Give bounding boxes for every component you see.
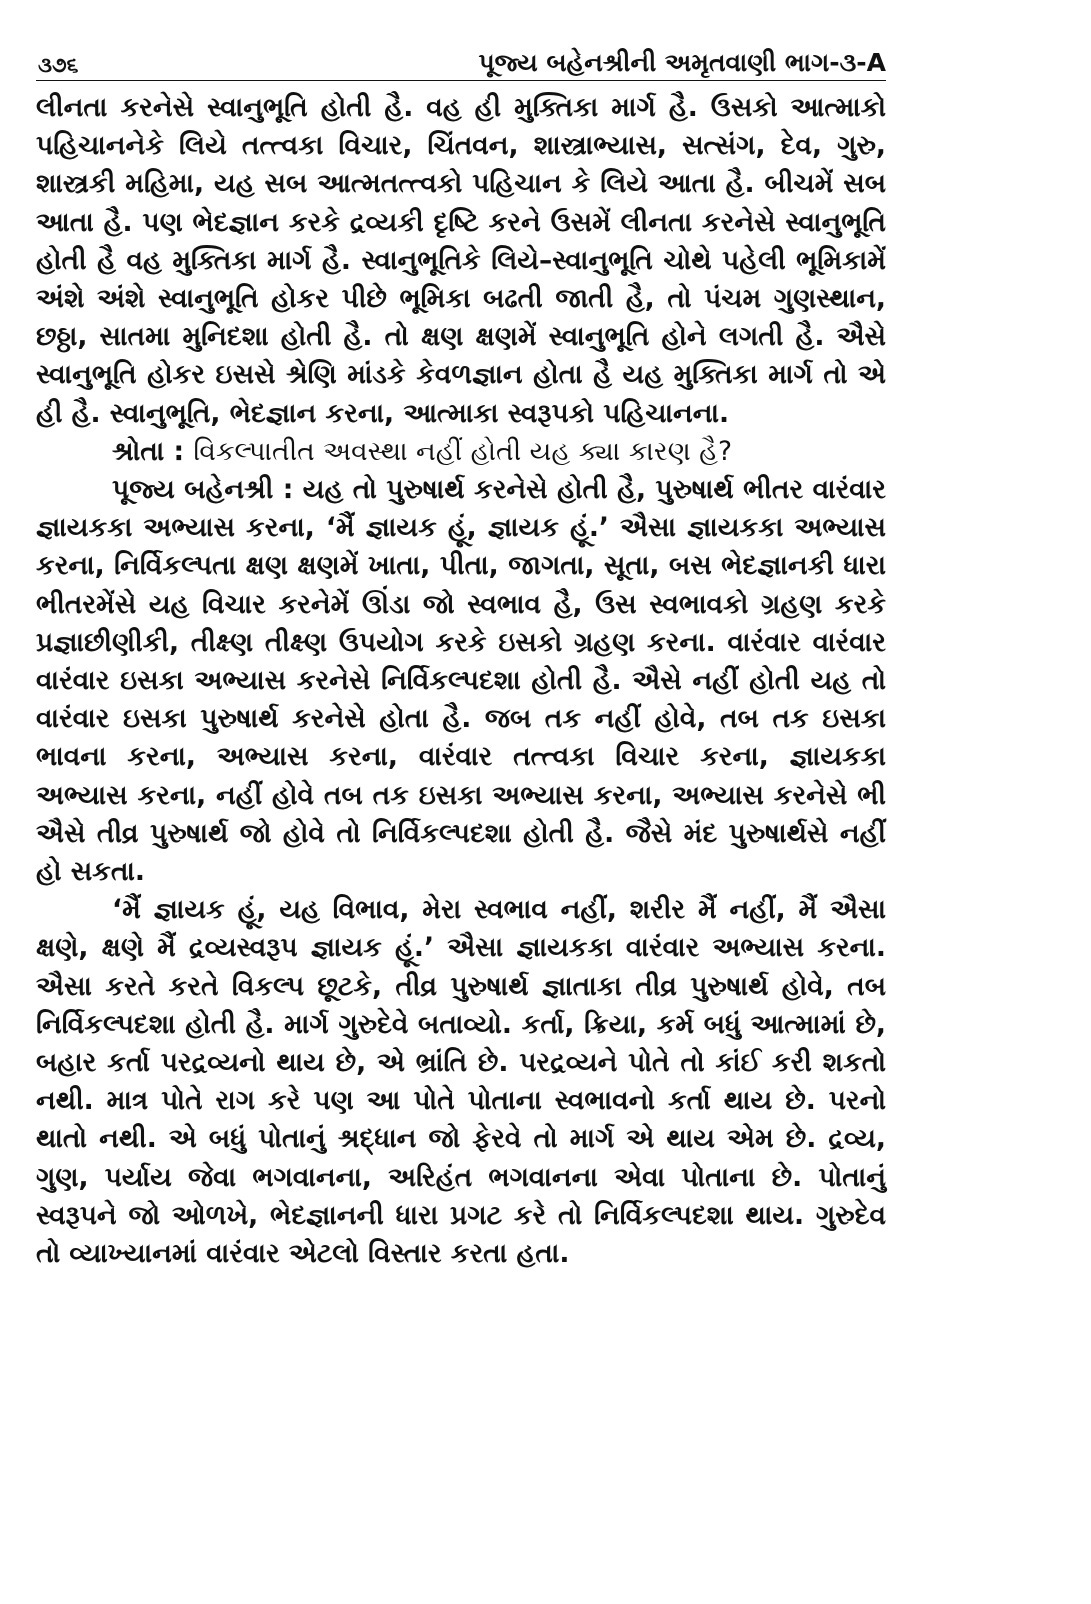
paragraph-1 [36, 89, 886, 433]
paragraph-4 [36, 891, 886, 1273]
listener-question [36, 433, 886, 471]
answer-text: યહ તો પુરુષાર્થ કરનેસે હોતી હૈ, પુરુષાર્થ ભીતર વારંવાર જ્ઞાયકકા અભ્યાસ કરના, ‘મૈં જ્ઞાયક હૂં, જ્ઞાયક હૂં.’ ઐસા જ્ઞાયકકા અભ્યાસ કરના, નિર્વિકલ્પતા ક્ષણ ક્ષણમેં ખાતા, પીતા, જાગતા, સૂતા, બસ ભેદજ્ઞાનકી ધારા ભીતરમેંસે યહ વિચાર કરનેમેં ઊંડા જો સ્વભાવ હૈ, ઉસ સ્વભાવકો ગ્રહણ કરકે પ્રજ્ઞાછીણીકી, તીક્ષ્ણ તીક્ષ્ણ ઉપયોગ કરકે ઇસકો ગ્રહણ કરના. વારંવાર વારંવાર વારંવાર ઇસકા અભ્યાસ કરનેસે નિર્વિકલ્પદશા હોતી હૈ. ઐસે નહીં હોતી યહ તો વારંવાર ઇસકા પુરુષાર્થ કરનેસે હોતા હૈ. જબ તક નહીં હોવે, તબ તક ઇસકા ભાવના કરના, અભ્યાસ કરના, વારંવાર તત્ત્વકા વિચાર કરના, જ્ઞાયકકા અભ્યાસ કરના, નહીં હોવે તબ તક ઇસકા અભ્યાસ કરના, અભ્યાસ કરનેસે ભી ઐસે તીવ્ર પુરુષાર્થ જો હોવે તો નિર્વિકલ્પદશા હોતી હૈ. જૈસે મંદ પુરુષાર્થસે નહીં હો સકતા. [36, 474, 886, 888]
speaker-behenshri: પૂજ્ય બહેનશ્રી : [112, 474, 294, 506]
paragraph-1-text: લીનતા કરનેસે સ્વાનુભૂતિ હોતી હૈ. વહ હી મુક્તિકા માર્ગ હૈ. ઉસકો આત્માકો પહિચાનનેકે લિયે તત્ત્વકા વિચાર, ચિંતવન, શાસ્ત્રાભ્યાસ, સત્સંગ, દેવ, ગુરુ, શાસ્ત્રકી મહિમા, યહ સબ આત્મતત્ત્વકો પહિચાન કે લિયે આતા હૈ. બીચમેં સબ આતા હૈ. પણ ભેદજ્ઞાન કરકે દ્રવ્યકી દૃષ્ટિ કરને ઉસમેં લીનતા કરનેસે સ્વાનુભૂતિ હોતી હૈ વહ મુક્તિકા માર્ગ હૈ. સ્વાનુભૂતિકે લિયે–સ્વાનુભૂતિ ચોથે પહેલી ભૂમિકામેં અંશે અંશે સ્વાનુભૂતિ હોકર પીછે ભૂમિકા બઢતી જાતી હૈ, તો પંચમ ગુણસ્થાન, છઠ્ઠા, સાતમા મુનિદશા હોતી હૈ. તો ક્ષણ ક્ષણમેં સ્વાનુભૂતિ હોને લગતી હૈ. ઐસે સ્વાનુભૂતિ હોકર ઇસસે શ્રેણિ માંડકે કેવળજ્ઞાન હોતા હૈ યહ મુક્તિકા માર્ગ તો એ હી હૈ. સ્વાનુભૂતિ, ભેદજ્ઞાન કરના, આત્માકા સ્વરૂપકો પહિચાનના. [36, 92, 886, 429]
page-number: ૩૭૬ [38, 53, 79, 77]
paragraph-4-text: ‘મૈં જ્ઞાયક હૂં, યહ વિભાવ, મેરા સ્વભાવ નહીં, શરીર મૈં નહીં, મૈં ઐસા ક્ષણે, ક્ષણે મૈં દ્રવ્યસ્વરૂપ જ્ઞાયક હૂં.’ ઐસા જ્ઞાયકકા વારંવાર અભ્યાસ કરના. ઐસા કરતે કરતે વિકલ્પ છૂટકે, તીવ્ર પુરુષાર્થ જ્ઞાતાકા તીવ્ર પુરુષાર્થ હોવે, તબ નિર્વિકલ્પદશા હોતી હૈ. માર્ગ ગુરુદેવે બતાવ્યો. કર્તા, ક્રિયા, કર્મ બધું આત્મામાં છે, બહાર કર્તા પરદ્રવ્યનો થાય છે, એ ભ્રાંતિ છે. પરદ્રવ્યને પોતે તો કાંઈ કરી શકતો નથી. માત્ર પોતે રાગ કરે પણ આ પોતે પોતાના સ્વભાવનો કર્તા થાય છે. પરનો થાતો નથી. એ બધું પોતાનું શ્રદ્ધાન જો ફેરવે તો માર્ગ એ થાય એમ છે. દ્રવ્ય, ગુણ, પર્યાય જેવા ભગવાનના, અરિહંત ભગવાનના એવા પોતાના છે. પોતાનું સ્વરૂપને જો ઓળખે, ભેદજ્ઞાનની ધારા પ્રગટ કરે તો નિર્વિકલ્પદશા થાય. ગુરુદેવ તો વ્યાખ્યાનમાં વારંવાર એટલો વિસ્તાર કરતા હતા. [36, 894, 886, 1270]
document-page [36, 40, 886, 1273]
question-text: વિકલ્પાતીત અવસ્થા નહીં હોતી યહ ક્યા કારણ હૈ? [193, 435, 733, 467]
body-text [36, 89, 886, 1273]
answer-paragraph [36, 471, 886, 891]
page-header [36, 40, 886, 81]
speaker-listener: શ્રોતા : [112, 435, 185, 467]
running-title: પૂજ્ય બહેનશ્રીની અમૃતવાણી ભાગ-૩-A [478, 48, 886, 77]
